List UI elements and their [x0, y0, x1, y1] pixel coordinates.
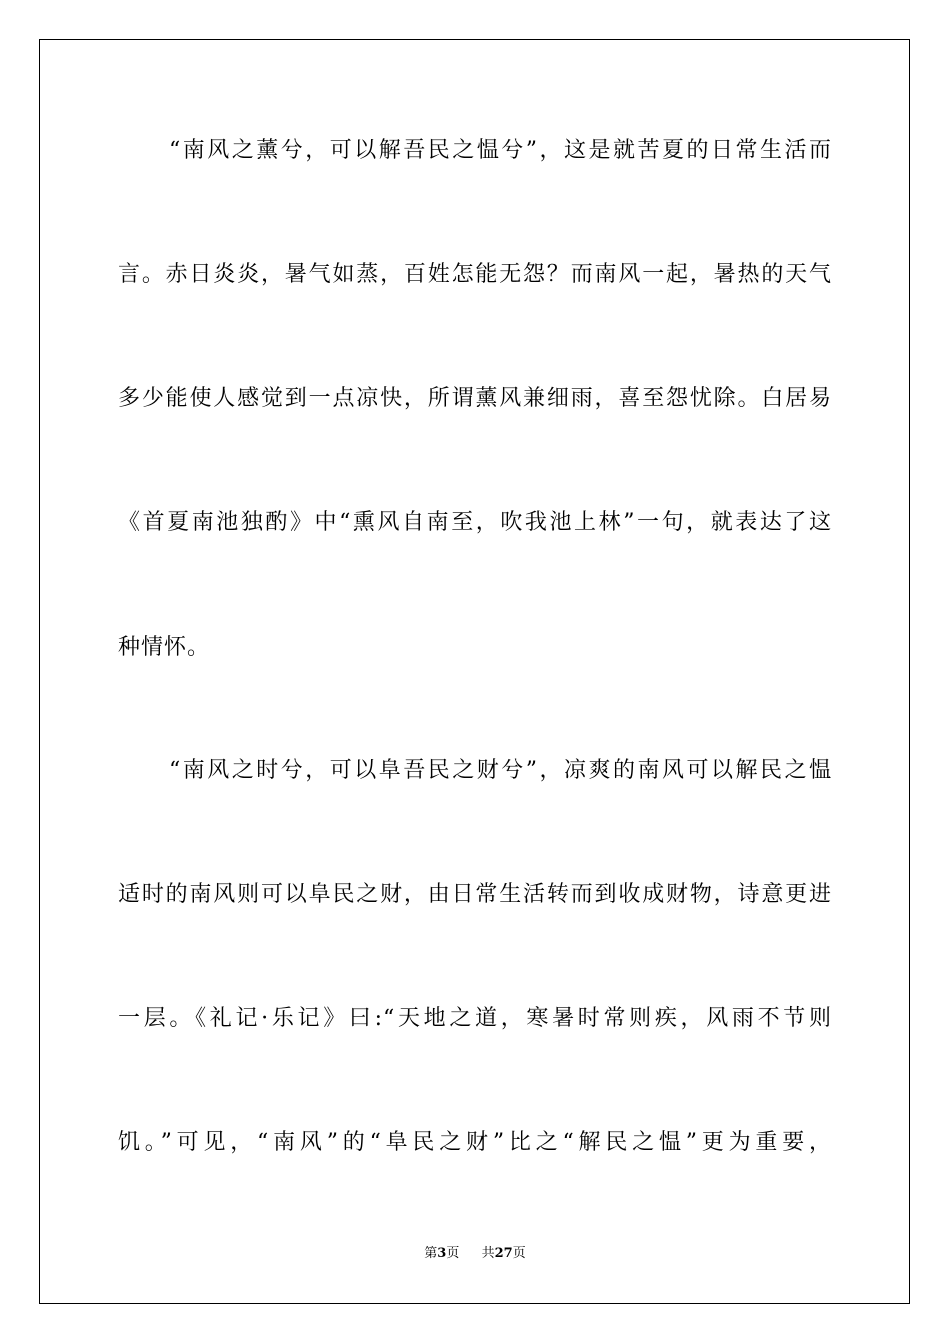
page-prefix: 第: [424, 1246, 438, 1261]
paragraph-2-line-1: “南风之时兮，可以阜吾民之财兮”，凉爽的南风可以解民之愠: [169, 758, 832, 783]
page-border: [39, 39, 910, 1304]
page-footer: [0, 1245, 950, 1263]
paragraph-2-line-3: 一层。《礼记·乐记》曰:“天地之道，寒暑时常则疾，风雨不节则: [118, 1006, 832, 1031]
paragraph-2-line-2: 适时的南风则可以阜民之财，由日常生活转而到收成财物，诗意更进: [118, 882, 832, 907]
total-suffix: 页: [512, 1246, 526, 1261]
paragraph-1-line-3: 多少能使人感觉到一点凉快，所谓薰风兼细雨，喜至怨忧除。白居易: [118, 386, 832, 411]
paragraph-2-line-4: 饥。”可见，“南风”的“阜民之财”比之“解民之愠”更为重要，: [118, 1130, 832, 1155]
total-prefix: 共: [481, 1246, 495, 1261]
page-number: 3: [437, 1246, 447, 1261]
page-suffix: 页: [446, 1246, 460, 1261]
paragraph-1-line-1: “南风之薰兮，可以解吾民之愠兮”，这是就苦夏的日常生活而: [169, 138, 832, 163]
paragraph-1-line-5: 种情怀。: [118, 635, 211, 660]
total-pages-label: [482, 1245, 526, 1263]
paragraph-1-line-4: 《首夏南池独酌》中“熏风自南至，吹我池上林”一句，就表达了这: [118, 510, 832, 535]
total-pages: 27: [494, 1246, 513, 1261]
paragraph-1-line-2: 言。赤日炎炎，暑气如蒸，百姓怎能无怨？而南风一起，暑热的天气: [118, 262, 832, 287]
page-number-label: [424, 1245, 459, 1263]
